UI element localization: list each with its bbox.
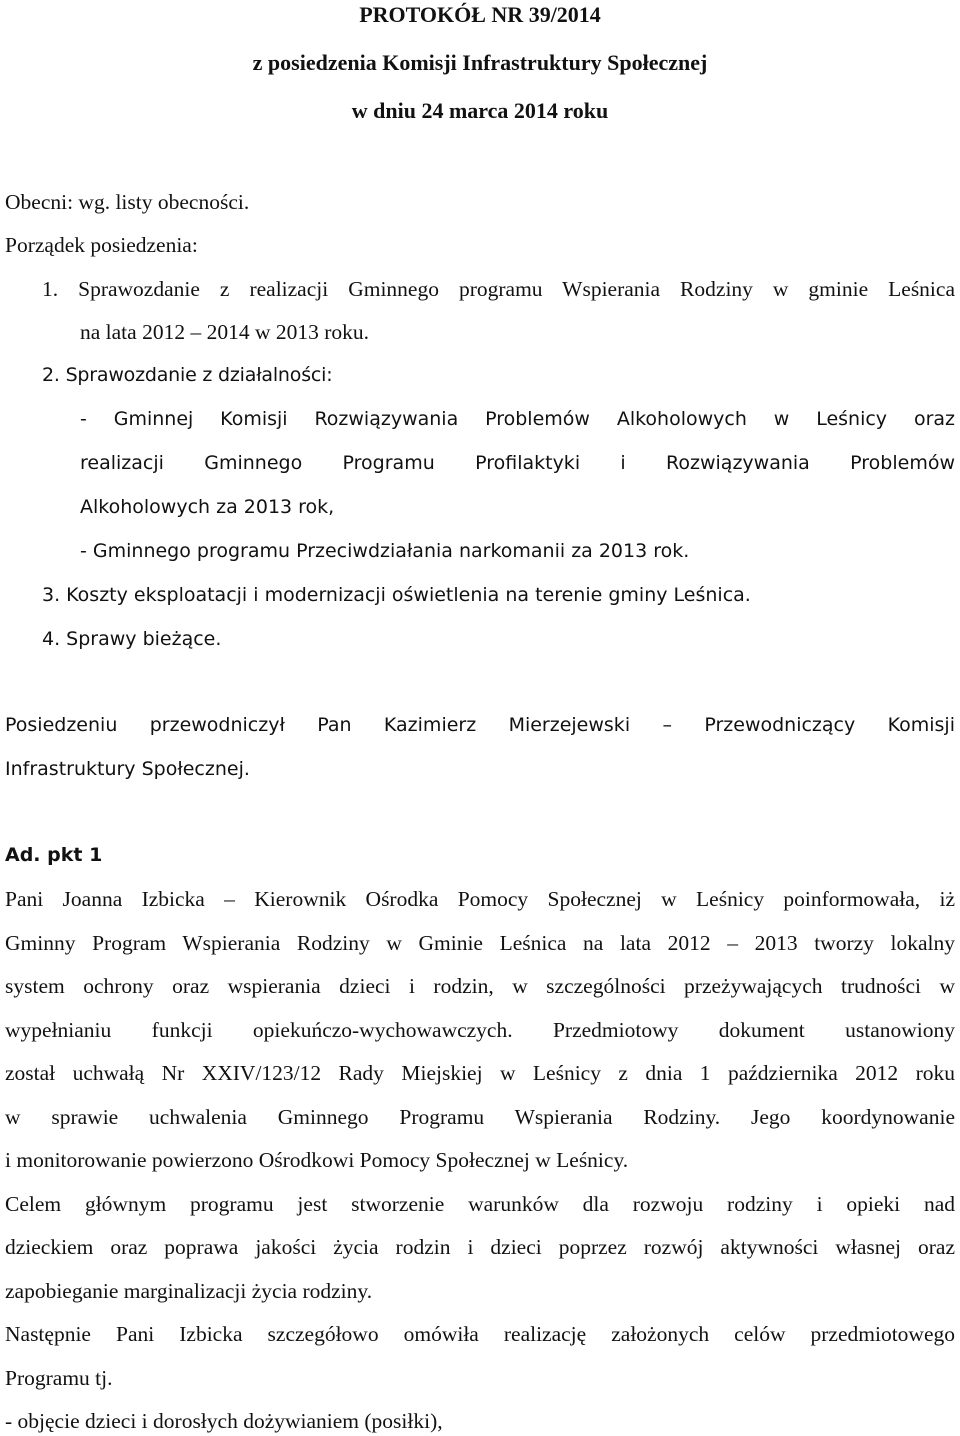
- para1-line: Pani Joanna Izbicka – Kierownik Ośrodka Pomocy Społecznej w Leśnicy poinformowała, iż: [5, 887, 955, 911]
- para2-line: dzieckiem oraz poprawa jakości życia rodzin i dzieci poprzez rozwój aktywności własnej oraz: [5, 1235, 955, 1259]
- section-heading-pkt-1: Ad. pkt 1: [5, 844, 103, 866]
- para1-line: Gminny Program Wspierania Rodziny w Gminie Leśnica na lata 2012 – 2013 tworzy lokalny: [5, 931, 955, 955]
- agenda-item-4: 4. Sprawy bieżące.: [42, 628, 222, 650]
- para1-line: został uchwałą Nr XXIV/123/12 Rady Miejskiej w Leśnicy z dnia 1 października 2012 roku: [5, 1061, 955, 1085]
- agenda-item-2-sub-a-line-3: Alkoholowych za 2013 rok,: [80, 496, 335, 518]
- document-title: PROTOKÓŁ NR 39/2014: [359, 2, 601, 27]
- chair-line-2: Infrastruktury Społecznej.: [5, 758, 250, 780]
- agenda-item-2-line-1: 2. Sprawozdanie z działalności:: [42, 364, 333, 386]
- para2-line: Celem głównym programu jest stworzenie warunków dla rozwoju rodziny i opieki nad: [5, 1192, 955, 1216]
- para3-line-2: Programu tj.: [5, 1366, 113, 1390]
- bullet-item: - objęcie dzieci i dorosłych dożywianiem (posiłki),: [5, 1409, 443, 1433]
- para3-line-1: Następnie Pani Izbicka szczegółowo omówiła realizację założonych celów przedmiotowego: [5, 1322, 955, 1346]
- agenda-item-2-sub-a-line-2: realizacji Gminnego Programu Profilaktyki i Rozwiązywania Problemów: [80, 452, 955, 474]
- para2-last-line: zapobieganie marginalizacji życia rodziny.: [5, 1279, 373, 1303]
- document-subtitle: z posiedzenia Komisji Infrastruktury Społecznej: [252, 50, 708, 75]
- agenda-heading: Porządek posiedzenia:: [5, 233, 198, 257]
- chair-line-1: Posiedzeniu przewodniczył Pan Kazimierz Mierzejewski – Przewodniczący Komisji: [5, 714, 955, 736]
- para1-last-line: i monitorowanie powierzono Ośrodkowi Pomocy Społecznej w Leśnicy.: [5, 1148, 629, 1172]
- para1-line: w sprawie uchwalenia Gminnego Programu Wspierania Rodziny. Jego koordynowanie: [5, 1105, 955, 1129]
- document-date: w dniu 24 marca 2014 roku: [351, 98, 609, 123]
- agenda-item-3: 3. Koszty eksploatacji i modernizacji oświetlenia na terenie gminy Leśnica.: [42, 584, 751, 606]
- para1-line: system ochrony oraz wspierania dzieci i rodzin, w szczególności przeżywających trudności w: [5, 974, 955, 998]
- agenda-item-2-sub-a-line-1: - Gminnej Komisji Rozwiązywania Problemów Alkoholowych w Leśnicy oraz: [80, 408, 955, 430]
- agenda-item-1-line-2: na lata 2012 – 2014 w 2013 roku.: [80, 320, 370, 344]
- agenda-item-2-sub-b: - Gminnego programu Przeciwdziałania narkomanii za 2013 rok.: [80, 540, 690, 562]
- agenda-item-1-line-1: 1. Sprawozdanie z realizacji Gminnego programu Wspierania Rodziny w gminie Leśnica: [42, 277, 955, 301]
- attendance-line: Obecni: wg. listy obecności.: [5, 190, 250, 214]
- para1-line: wypełnianiu funkcji opiekuńczo-wychowawczych. Przedmiotowy dokument ustanowiony: [5, 1018, 955, 1042]
